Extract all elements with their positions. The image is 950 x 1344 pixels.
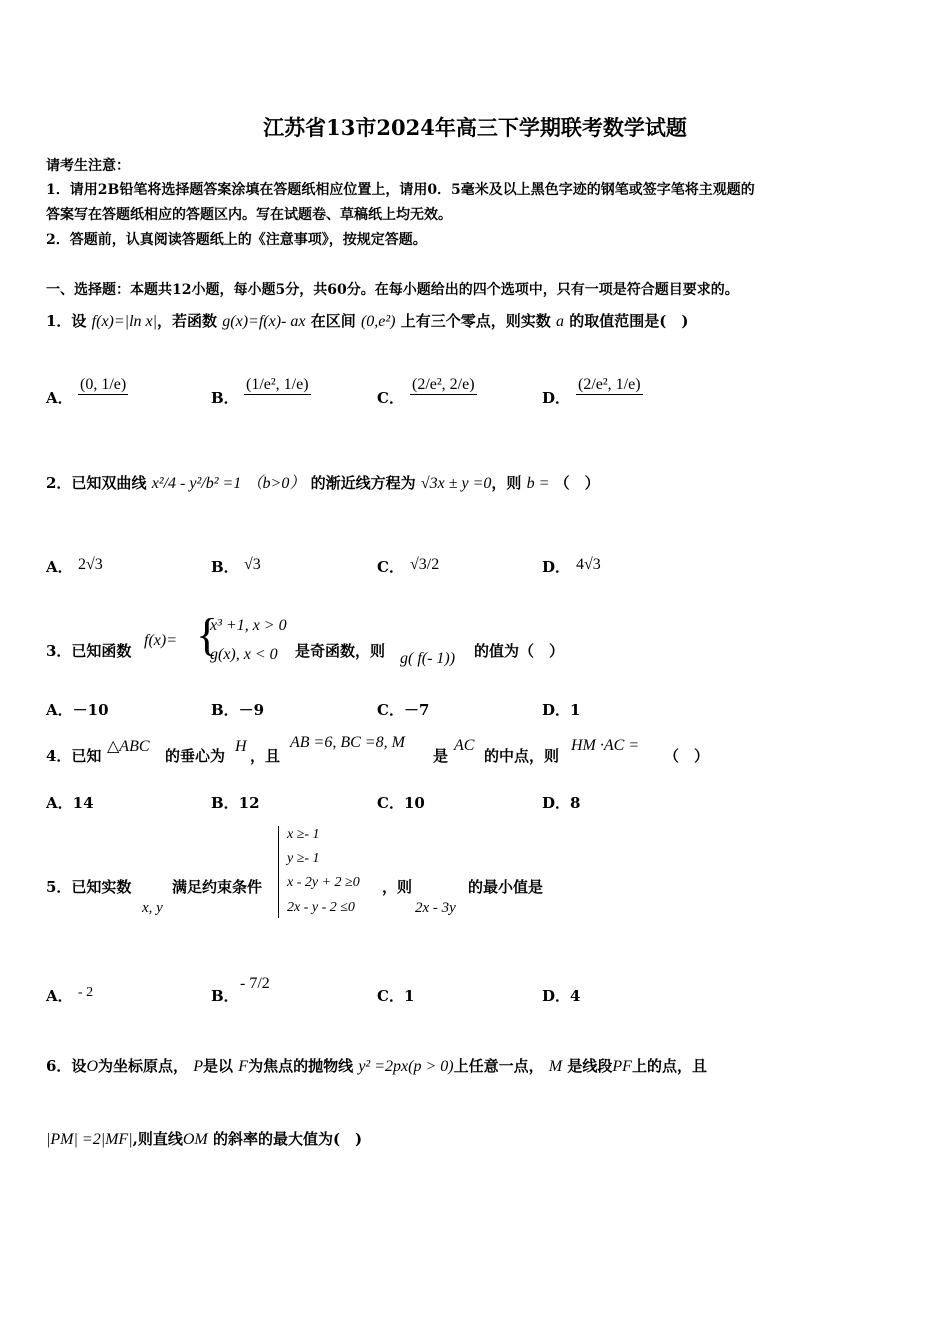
q6-text-4: 为焦点的抛物线	[248, 1057, 354, 1075]
q5-constraint-4: 2x - y - 2 ≤0	[287, 900, 355, 915]
q1-text-2: ，若函数	[157, 312, 218, 330]
q3-text-1: 3．已知函数	[46, 642, 132, 660]
q4-text-4: 是	[433, 747, 449, 765]
notice-line-1: 1．请用2B铅笔将选择题答案涂填在答题纸相应位置上，请用0．5毫米及以上黑色字迹的钢笔或签字笔将主观题的	[46, 182, 755, 198]
q2-text-1: 2．已知双曲线	[46, 474, 147, 492]
q1-text-5: 的取值范围是( )	[569, 312, 689, 330]
q6-line-2	[46, 1128, 362, 1149]
q2-option-b-label: B．	[211, 558, 239, 576]
notice-line-3: 2．答题前，认真阅读答题纸上的《注意事项》，按规定答题。	[46, 232, 427, 248]
q1-option-d-text: (2/e², 1/e)	[578, 376, 641, 394]
q1-option-d-value	[576, 376, 643, 395]
q3-fx: f(x)=	[144, 632, 177, 649]
q2-condition: （b>0）	[246, 475, 306, 492]
q4-text-2: 的垂心为	[165, 747, 226, 765]
q2-option-d-value: 4√3	[576, 556, 601, 573]
q6-text-3: 是以	[203, 1057, 234, 1075]
q5-option-c: C．1	[377, 987, 415, 1005]
q1-text-4: 上有三个零点，则实数	[400, 312, 551, 330]
q1-option-a-value	[78, 376, 128, 395]
q4-text-6: （ ）	[664, 747, 710, 765]
q4-text-1: 4．已知	[46, 747, 102, 765]
q3-option-b: B．－9	[211, 701, 265, 719]
question-2	[46, 470, 600, 493]
q4-h: H	[235, 738, 247, 755]
q3-expr: g( f(- 1))	[400, 650, 456, 667]
page-title: 江苏省13市2024年高三下学期联考数学试题	[263, 115, 687, 140]
question-6	[46, 1055, 707, 1076]
q6-m: M	[548, 1058, 563, 1075]
q1-option-b-value	[244, 376, 311, 395]
q1-option-c-text: (2/e², 2/e)	[412, 376, 475, 394]
q1-a-var: a	[555, 313, 564, 330]
q2-text-3: ，则	[491, 474, 522, 492]
q4-text-3: ，且	[250, 747, 281, 765]
q2-option-c-label: C．	[377, 558, 404, 576]
q5-text-4: 的最小值是	[468, 878, 544, 896]
q4-text-5: 的中点，则	[484, 747, 560, 765]
q6-text-6: 是线段	[567, 1057, 613, 1075]
q5-constraint-1: x ≥- 1	[287, 827, 320, 842]
q1-g-formula: g(x)=f(x)- ax	[222, 313, 306, 330]
q2-option-b-value: √3	[244, 556, 261, 573]
q2-asymptote: √3x ± y =0	[420, 475, 492, 492]
q1-interval: (0,e²)	[360, 313, 396, 330]
q2-option-c-value: √3/2	[410, 556, 440, 573]
q1-option-a-label: A．	[46, 389, 73, 407]
q1-option-d-label: D．	[542, 389, 571, 407]
q4-option-c: C．10	[377, 794, 425, 812]
q5-option-a-label: A．	[46, 987, 73, 1005]
q5-constraint-2: y ≥- 1	[287, 851, 320, 866]
q5-option-b-value: - 7/2	[240, 975, 270, 992]
q6-condition: |PM| =2|MF|	[46, 1131, 133, 1148]
q6-text-8: ,则直线	[132, 1130, 183, 1148]
q6-p: P	[193, 1058, 204, 1075]
q2-option-d-label: D．	[542, 558, 571, 576]
q4-triangle: △ABC	[107, 738, 150, 755]
q2-option-a-value: 2√3	[78, 556, 103, 573]
q6-o: O	[86, 1058, 98, 1075]
q1-text-3: 在区间	[310, 312, 356, 330]
q3-text-3: 的值为（ ）	[474, 642, 565, 660]
q6-text-5: 上任意一点，	[453, 1057, 544, 1075]
q5-brace-line	[278, 826, 281, 918]
q4-dot-product: HM ·AC =	[571, 737, 640, 754]
q3-case-2: g(x), x < 0	[210, 646, 278, 663]
q2-text-4: （ ）	[554, 474, 600, 492]
q1-option-b-label: B．	[211, 389, 239, 407]
q6-om: OM	[182, 1131, 208, 1148]
section-heading: 一、选择题：本题共12小题，每小题5分，共60分。在每小题给出的四个选项中，只有一项是符合题目要求的。	[46, 282, 739, 298]
q6-text-9: 的斜率的最大值为( )	[212, 1130, 363, 1148]
q6-text-1: 6．设	[46, 1057, 87, 1075]
q4-option-b: B．12	[211, 794, 260, 812]
q5-constraint-3: x - 2y + 2 ≥0	[287, 875, 360, 890]
q6-text-7: 上的点，且	[631, 1057, 707, 1075]
q4-option-d: D．8	[542, 794, 581, 812]
q6-f: F	[238, 1058, 249, 1075]
q5-vars: x, y	[142, 900, 163, 916]
q3-option-d: D．1	[542, 701, 581, 719]
q4-option-a: A．14	[46, 794, 94, 812]
question-1	[46, 310, 688, 331]
q1-text-1: 1．设	[46, 312, 87, 330]
q2-hyperbola: x²/4 - y²/b² =1	[151, 475, 242, 492]
q6-pf: PF	[612, 1058, 632, 1075]
q1-option-c-label: C．	[377, 389, 404, 407]
q3-case-1: x³ +1, x > 0	[210, 617, 287, 634]
q6-text-2: 为坐标原点，	[98, 1057, 189, 1075]
notice-line-2: 答案写在答题纸相应的答题区内。写在试题卷、草稿纸上均无效。	[46, 207, 452, 223]
q2-b-var: b =	[526, 475, 550, 492]
q5-option-b-label: B．	[211, 987, 239, 1005]
q2-option-a-label: A．	[46, 558, 73, 576]
q1-option-c-value	[410, 376, 477, 395]
q4-ac: AC	[454, 737, 475, 754]
q1-f-formula: f(x)=|ln x|	[91, 313, 158, 330]
q5-objective: 2x - 3y	[415, 900, 456, 916]
q5-text-3: ，则	[382, 878, 413, 896]
notice-heading: 请考生注意：	[46, 158, 130, 174]
q5-option-d: D．4	[542, 987, 581, 1005]
q3-option-c: C．－7	[377, 701, 430, 719]
q5-text-1: 5．已知实数	[46, 878, 132, 896]
q3-option-a: A．－10	[46, 701, 109, 719]
q3-text-2: 是奇函数，则	[295, 642, 386, 660]
q6-parabola: y² =2px(p > 0)	[358, 1058, 454, 1075]
q3-brace-icon: {	[196, 609, 219, 660]
q2-text-2: 的渐近线方程为	[310, 474, 416, 492]
q5-text-2: 满足约束条件	[172, 878, 263, 896]
q5-option-a-value: - 2	[78, 985, 94, 1000]
q4-condition: AB =6, BC =8, M	[290, 734, 405, 751]
q1-option-b-text: (1/e², 1/e)	[246, 376, 309, 394]
q1-option-a-text: (0, 1/e)	[80, 376, 127, 394]
